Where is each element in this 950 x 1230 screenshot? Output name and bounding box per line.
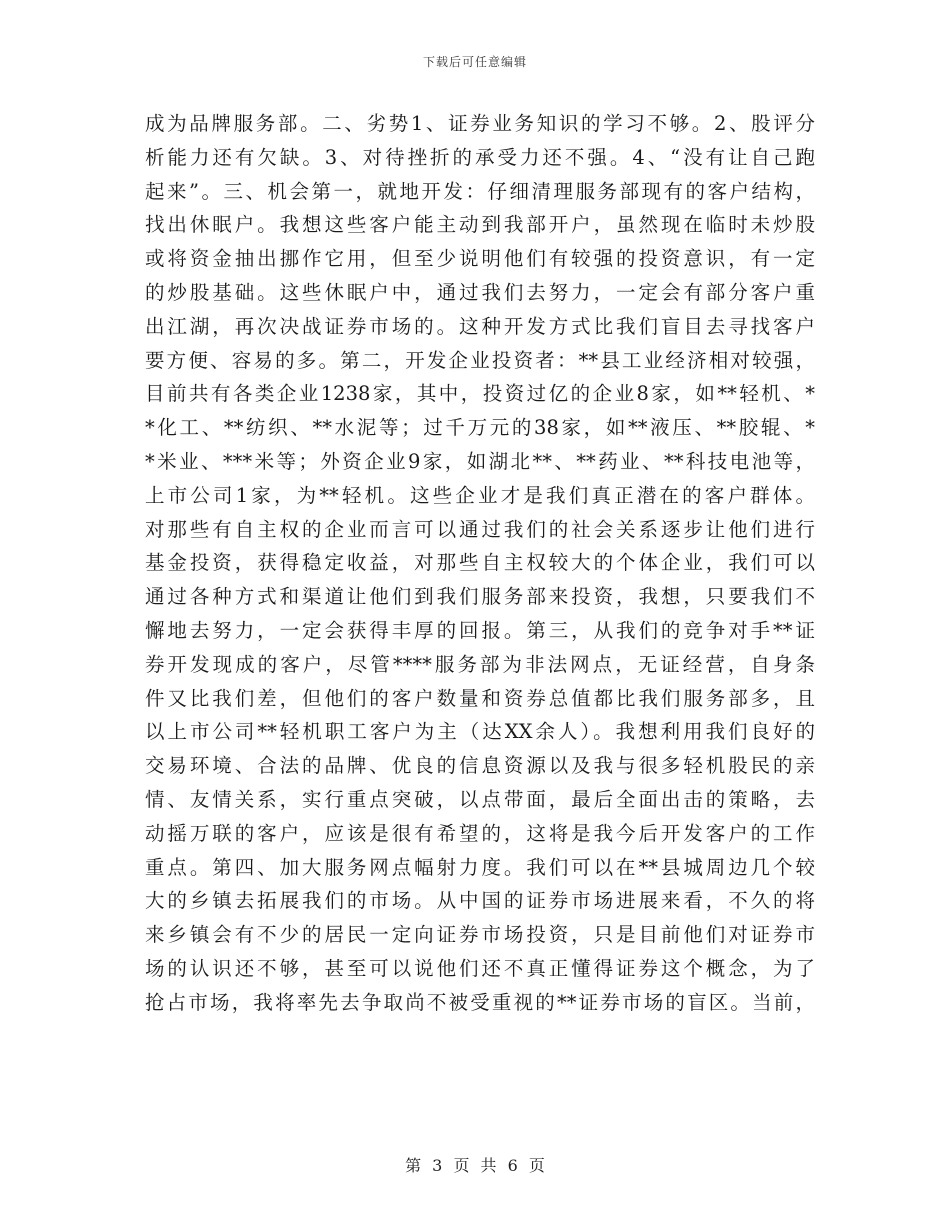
text-line: 起来”。三、机会第一，就地开发：仔细清理服务部现有的客户结构， — [145, 179, 815, 203]
text-line: 上市公司1家，为**轻机。这些企业才是我们真正潜在的客户群体。 — [145, 483, 815, 507]
text-line: *化工、**纺织、**水泥等；过千万元的38家，如**液压、**胶辊、* — [145, 416, 815, 440]
text-line: 大的乡镇去拓展我们的市场。从中国的证券市场进展来看，不久的将 — [145, 889, 815, 913]
text-line: 对那些有自主权的企业而言可以通过我们的社会关系逐步让他们进行 — [145, 517, 815, 541]
text-line: 交易环境、合法的品牌、优良的信息资源以及我与很多轻机股民的亲 — [145, 754, 815, 778]
text-line: 的炒股基础。这些休眠户中，通过我们去努力，一定会有部分客户重 — [145, 280, 815, 304]
text-line: 基金投资，获得稳定收益，对那些自主权较大的个体企业，我们可以 — [145, 551, 815, 575]
text-line: 懈地去努力，一定会获得丰厚的回报。第三，从我们的竞争对手**证 — [145, 618, 815, 642]
text-line: 动摇万联的客户，应该是很有希望的，这将是我今后开发客户的工作 — [145, 821, 815, 845]
text-line: 重点。第四、加大服务网点幅射力度。我们可以在**县城周边几个较 — [145, 855, 815, 879]
text-line: *米业、***米等；外资企业9家，如湖北**、**药业、**科技电池等， — [145, 449, 815, 473]
text-line: 件又比我们差，但他们的客户数量和资券总值都比我们服务部多，且 — [145, 686, 815, 710]
text-line: 通过各种方式和渠道让他们到我们服务部来投资，我想，只要我们不 — [145, 585, 815, 609]
text-line: 场的认识还不够，甚至可以说他们还不真正懂得证券这个概念，为了 — [145, 956, 815, 980]
text-line: 抢占市场，我将率先去争取尚不被受重视的**证券市场的盲区。当前， — [145, 990, 815, 1014]
text-line: 要方便、容易的多。第二，开发企业投资者：**县工业经济相对较强， — [145, 348, 815, 372]
text-line: 出江湖，再次决战证券市场的。这种开发方式比我们盲目去寻找客户 — [145, 314, 815, 338]
text-line: 情、友情关系，实行重点突破，以点带面，最后全面出击的策略，去 — [145, 787, 815, 811]
text-line: 以上市公司**轻机职工客户为主（达XX余人）。我想利用我们良好的 — [145, 720, 815, 744]
text-line: 券开发现成的客户，尽管****服务部为非法网点，无证经营，自身条 — [145, 652, 815, 676]
page-number-footer: 第 3 页 共 6 页 — [405, 1156, 545, 1175]
text-line: 析能力还有欠缺。3、对待挫折的承受力还不强。4、“没有让自己跑 — [145, 145, 815, 169]
page-header-note: 下载后可任意编辑 — [422, 55, 527, 69]
text-line: 找出休眠户。我想这些客户能主动到我部开户，虽然现在临时未炒股 — [145, 213, 815, 237]
document-body — [145, 107, 815, 1020]
text-line: 成为品牌服务部。二、劣势1、证券业务知识的学习不够。2、股评分 — [145, 112, 815, 135]
text-line: 或将资金抽出挪作它用，但至少说明他们有较强的投资意识，有一定 — [145, 247, 815, 271]
text-line: 目前共有各类企业1238家，其中，投资过亿的企业8家，如**轻机、* — [145, 382, 815, 406]
text-line: 来乡镇会有不少的居民一定向证券市场投资，只是目前他们对证券市 — [145, 923, 815, 947]
